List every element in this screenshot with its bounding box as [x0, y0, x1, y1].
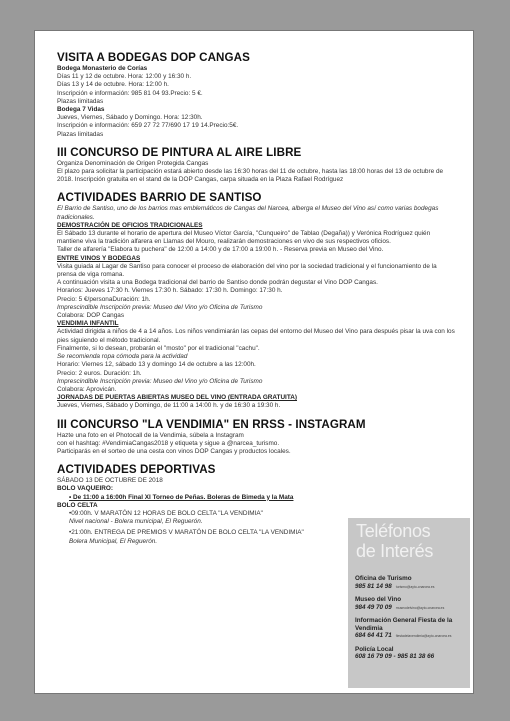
text-line: Horario: Viernes 12, sábado 13 y domingo 14 de octubre a las 12:00h.: [57, 361, 256, 369]
telefono-name: Oficina de Turismo: [355, 575, 412, 582]
section-rrss: [57, 417, 366, 457]
telefono-number: [355, 632, 467, 641]
text-line: BOLO VAQUEIRO:: [57, 485, 113, 493]
telefono-name: Policía Local: [355, 645, 394, 653]
telefono-number-text: 985 81 14 98: [355, 582, 392, 590]
text-line: Imprescindible Inscripción previa: Museo del Vino y/o Oficina de Turismo: [57, 377, 263, 385]
telefono-number-text: 984 49 70 09: [355, 603, 392, 611]
telefono-item: [355, 575, 467, 591]
telefono-email[interactable]: turismo@ayto-cnarcea.es: [395, 584, 435, 589]
section-santiso: [57, 191, 457, 410]
telefono-number-text: 684 64 41 71: [355, 632, 392, 639]
telefonos-box: [348, 518, 470, 688]
telefono-number: [355, 583, 467, 592]
telefonos-list: [355, 575, 467, 667]
telefono-number: [355, 604, 467, 613]
text-line: Nivel nacional - Bolera municipal, El Reguerón.: [69, 518, 203, 526]
text-line: Se recomienda ropa cómoda para la actividad: [57, 353, 188, 361]
text-line: SÁBADO 13 DE OCTUBRE DE 2018: [57, 477, 163, 485]
text-line: Bodega 7 Vidas: [57, 106, 105, 114]
telefono-item: [355, 617, 467, 641]
text-line: Actividad dirigida a niños de 4 a 14 años. Los niños vendimiarán las cepas del entorno del Museo del Vino para después pisar la uva con los pies siguiendo el método tradicional.: [57, 328, 455, 344]
telefono-item: [355, 646, 467, 662]
text-line: A continuación visita a una Bodega tradicional del barrio de Santiso donde podrán degustar el Vino DOP Cangas.: [57, 279, 378, 287]
text-line: Plazas limitadas: [57, 97, 104, 105]
telefono-number-text: 608 16 79 09 - 985 81 38 66: [355, 653, 435, 660]
telefono-email[interactable]: fiestadelavendimia@ayto-cnarcea.es: [395, 634, 452, 638]
section-title: III CONCURSO DE PINTURA AL AIRE LIBRE: [57, 145, 302, 159]
section-bodegas: [57, 51, 457, 139]
telefono-number: [355, 653, 467, 662]
text-line: Bolera Municipal, El Reguerón.: [69, 537, 158, 545]
telefono-item: [355, 596, 467, 612]
section-title: III CONCURSO "LA VENDIMIA" EN RRSS - INSTAGRAM: [57, 417, 366, 431]
text-line: Horarios: Jueves 17:30 h. Viernes 17:30 h. Sábado: 17:30 h. Domingo: 17:30 h.: [57, 287, 283, 295]
text-line: BOLO CELTA: [57, 501, 98, 509]
text-line: Bodega Monasterio de Corías: [57, 65, 148, 72]
section-title: ACTIVIDADES DEPORTIVAS: [57, 463, 216, 477]
text-line: •09:00h. V MARATÓN 12 HORAS DE BOLO CELTA "LA VENDIMIA": [69, 509, 263, 517]
text-line: •21:00h. ENTREGA DE PREMIOS V MARATÓN DE BOLO CELTA "LA VENDIMIA": [69, 529, 304, 537]
text-line: Participarás en el sorteo de una cesta con vinos DOP Cangas y productos locales.: [57, 447, 291, 455]
telefonos-title: Teléfonos de Interés: [356, 521, 434, 561]
text-line: El plazo para solicitar la participación estará abierto desde las 16:30 horas del 11 de octubre, hasta las 18:00 horas del 13 de octubre de 2018. Inscripción gratuita en el stand de la DOP Cangas, carpa situada en la Plaza Rafael Rodríguez: [57, 168, 444, 184]
text-line: Hazte una foto en el Photocall de la Vendimia, súbela a Instagram: [57, 431, 244, 439]
text-line: Colabora: DOP Cangas: [57, 312, 125, 320]
text-line: Días 13 y 14 de octubre. Hora: 12:00 h.: [57, 81, 169, 89]
text-line: con el hashtag: #VendimiaCangas2018 y etiqueta y sigue a @narcea_turismo.: [57, 439, 280, 447]
text-line: Jueves, Viernes, Sábado y Domingo. Hora: 12:30h.: [57, 114, 203, 122]
telefono-email[interactable]: museodelvino@ayto-cnarcea.es: [395, 605, 445, 610]
text-line: VENDIMIA INFANTIL: [57, 320, 119, 328]
section-pintura: [57, 146, 457, 185]
text-line: Colabora: Aprovicán.: [57, 385, 117, 393]
section-title: ACTIVIDADES BARRIO DE SANTISO: [57, 191, 262, 205]
text-line: Jueves, Viernes, Sábado y Domingo, de 11:00 a 14:00 h. y de 16:30 a 19:30 h.: [57, 402, 281, 410]
telefono-name: Museo del Vino: [355, 596, 402, 603]
text-line: Visita guiada al Lagar de Santiso para conocer el proceso de elaboración del vino por la sociedad tradicional y el funcionamiento de la prensa de viga romana.: [57, 262, 437, 279]
document-page: [34, 30, 474, 694]
text-line: El Sábado 13 durante el horario de apertura del Museo Víctor García, "Cunqueiro" de Tablao (Degaña)) y Verónica Rodríguez quién mantiene viva la tradición alfarera en Llamas del Mouro, realizarán demostraciones en vivo de sus respectivos oficios.: [57, 230, 431, 246]
text-line: Inscripción e información: 659 27 72 77/690 17 19 14.Precio:5€.: [57, 122, 239, 130]
text-line: Organiza Denominación de Origen Protegida Cangas: [57, 159, 209, 167]
section-deportivas: [57, 463, 347, 546]
text-line: Precio: 2 euros. Duración: 1h.: [57, 369, 142, 377]
text-line: ENTRE VINOS Y BODEGAS: [57, 254, 141, 262]
text-line: • De 11:00 a 16:00h Final XI Torneo de Peñas. Boleras de Bimeda y la Mata: [57, 494, 347, 502]
text-line: Taller de alfarería "Elabora tu puchera" de 12:00 a 14:00 y de 17:00 a 19:00 h. - Reserva previa en Museo del Vino.: [57, 246, 384, 254]
text-line: Inscripción e información: 985 81 04 93.Precio: 5 €.: [57, 89, 203, 97]
text-line: Imprescindible Inscripción previa: Museo del Vino y/o Oficina de Turismo: [57, 303, 263, 311]
text-line: Finalmente, si lo desean, probarán el "mosto" por el tradicional "cachu".: [57, 344, 260, 352]
section-title: VISITA A BODEGAS DOP CANGAS: [57, 51, 250, 64]
text-line: DEMOSTRACIÓN DE OFICIOS TRADICIONALES: [57, 221, 203, 229]
text-line: Días 11 y 12 de octubre. Hora: 12:00 y 16:30 h.: [57, 73, 192, 81]
text-line: Precio: 5 €/personaDuración: 1h.: [57, 295, 151, 303]
text-line: Plazas limitadas: [57, 130, 104, 138]
text-line: JORNADAS DE PUERTAS ABIERTAS MUSEO DEL VINO (ENTRADA GRATUITA): [57, 394, 298, 402]
text-line: El Barrio de Santiso, uno de los barrios mas emblemáticos de Cangas del Narcea, alberga el Museo del Vino así como varias bodegas tradicionales.: [57, 205, 439, 221]
document-content: [57, 51, 457, 553]
telefono-name: Información General Fiesta de la Vendimia: [355, 617, 453, 632]
